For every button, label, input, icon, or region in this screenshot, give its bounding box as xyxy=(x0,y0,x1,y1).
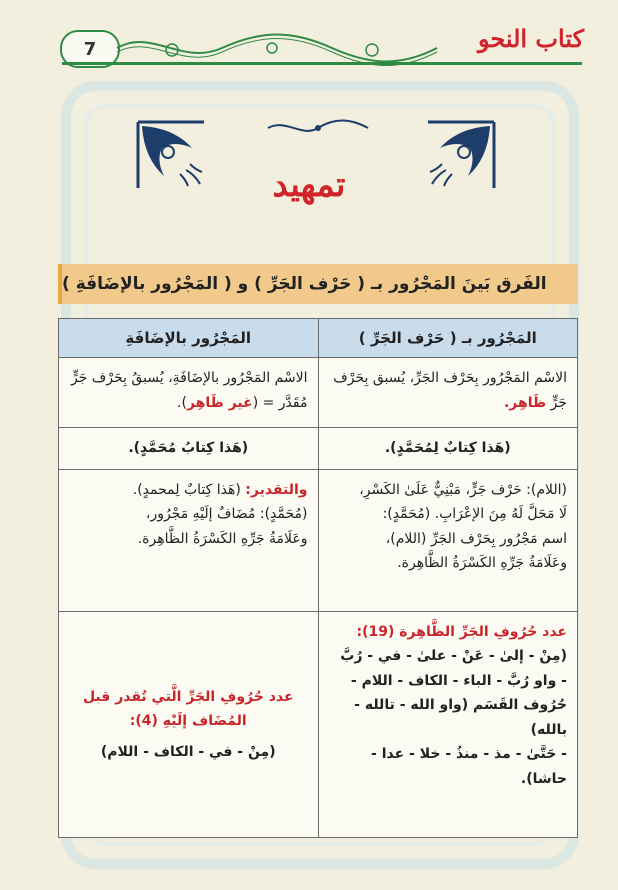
cell-letters-preposition xyxy=(318,611,578,838)
cell-line: (مُحَمَّدٍ): مُضَافٌ إلَيْهِ مَجْرُور، xyxy=(145,506,308,522)
cell-example-idafa: (هَذا كِتابُ مُحَمَّدٍ). xyxy=(59,428,319,470)
table-header-row xyxy=(59,319,578,358)
center-flourish-ornament xyxy=(266,118,370,138)
cell-definition-idafa xyxy=(59,358,319,428)
cell-text: الاسْم المَجْرُور بِحَرْف الجَرِّ، يُسبق بِحَرْف جَرٍّ xyxy=(333,370,567,411)
cell-line: (مِنْ - إلىٰ - عَنْ - علىٰ - في - رُبَّ xyxy=(340,648,567,664)
cell-line: - واو رُبَّ - الباء - الكاف - اللام - xyxy=(350,672,567,689)
cell-line: وعَلَامَةُ جَرِّهِ الكَسْرَةُ الظَّاهِرة. xyxy=(137,530,308,547)
highlight-text: ظَاهِر. xyxy=(503,394,547,411)
cell-parsing-preposition xyxy=(318,469,578,611)
cell-line: حاشا). xyxy=(520,770,567,787)
highlight-text: غير ظَاهِر xyxy=(186,394,253,411)
header-cell-idafa: المَجْرُور بالإضَافَةِ xyxy=(59,319,319,358)
cell-line: - حَتَّىٰ - مذ - منذُ - خلا - عدا - xyxy=(371,746,567,762)
section-heading: الفَرق بَينَ المَجْرُور بـ ( حَرْف الجَرِّ ) و ( المَجْرُور بالإضَافَةِ ) xyxy=(62,274,547,294)
highlight-text: والتقدير: xyxy=(245,481,308,498)
cell-subtitle: عدد حُرُوفِ الجَرِّ الظَّاهِرة (19): xyxy=(356,623,567,640)
cell-line: وعَلَامَةُ جَرِّهِ الكَسْرَةُ الظَّاهِرة. xyxy=(397,555,567,571)
comparison-table xyxy=(58,318,578,838)
cell-line: اسم مَجْرُور بِحَرْف الجَرِّ (اللام)، xyxy=(385,530,567,547)
chapter-title: تمهيد xyxy=(272,165,346,205)
cell-text: ). xyxy=(177,394,187,411)
table-row-example xyxy=(59,428,578,470)
table-row-definition xyxy=(59,358,578,428)
table-row-letters xyxy=(59,611,578,838)
cell-subtitle: عدد حُرُوفِ الجَرِّ الَّتي تُقدر قبل المُضَاف إلَيْهِ (4): xyxy=(82,688,294,729)
page-number: 7 xyxy=(60,30,120,68)
cell-line: حُرُوف القَسَم (واو الله - تالله - بالله) xyxy=(354,697,567,738)
cell-parsing-idafa xyxy=(59,469,319,611)
cell-letters-idafa xyxy=(59,611,319,838)
book-title: كتاب النحو xyxy=(477,24,584,53)
cell-definition-preposition xyxy=(318,358,578,428)
cell-text: الاسْم المَجْرُور بالإضَافَةِ، يُسبقُ بِحَرْف جَرٍّ مُقَدَّر = ( xyxy=(70,370,308,411)
cell-line: لَا مَحَلَّ لَهُ مِنَ الإعْرَابِ. (مُحَمَّدٍ): xyxy=(382,506,567,522)
cell-example-preposition: (هَذا كِتابٌ لِمُحَمَّدٍ). xyxy=(318,428,578,470)
header-cell-preposition: المَجْرُور بـ ( حَرْف الجَرِّ ) xyxy=(318,319,578,358)
cell-text: (هَذا كِتابٌ لِمحمدٍ). xyxy=(132,481,241,498)
section-heading-bar xyxy=(58,264,578,304)
cell-line: (اللام): حَرْف جَرٍّ، مَبْنِيٌّ عَلَىٰ الكَسْرِ، xyxy=(359,481,567,498)
table-row-parsing xyxy=(59,469,578,611)
header-rule xyxy=(62,62,582,65)
cell-line: (مِنْ - في - الكاف - اللام) xyxy=(100,743,276,760)
